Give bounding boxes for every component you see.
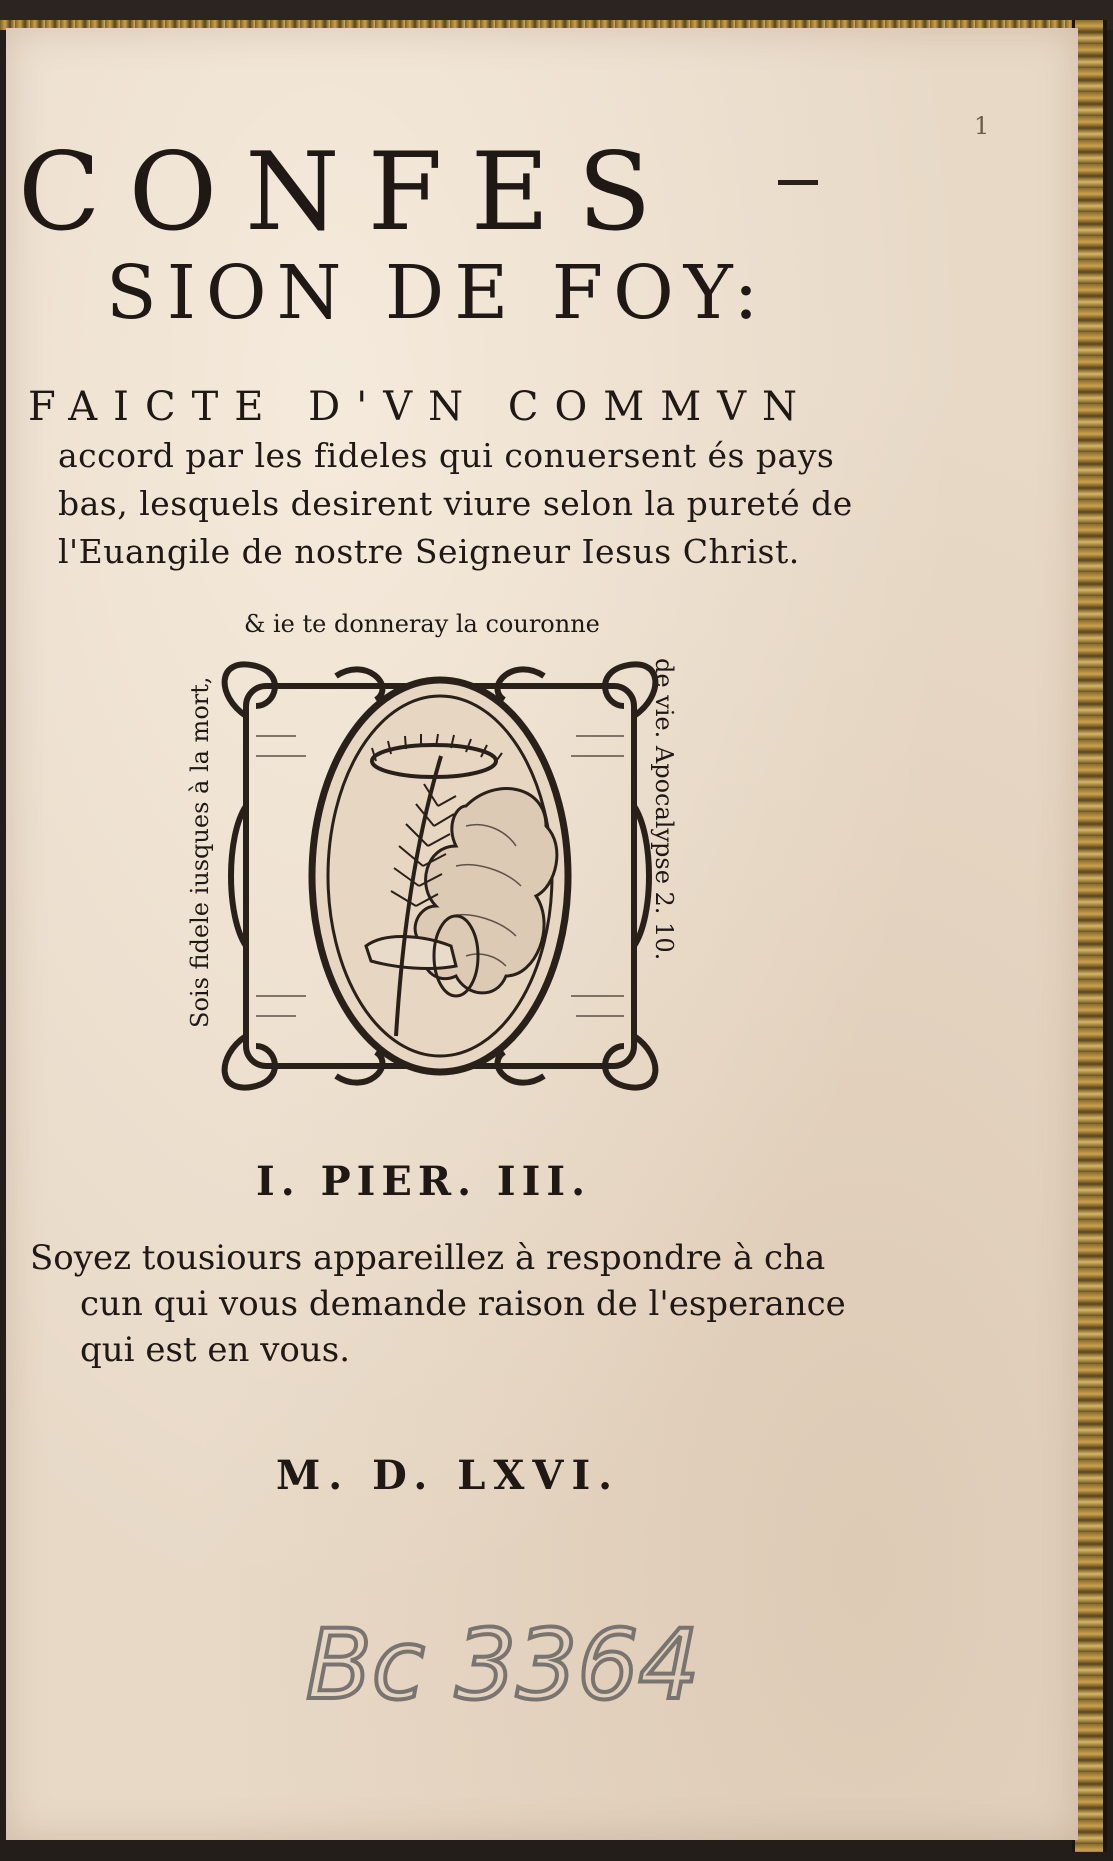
device-motto-right: de vie. Apocalypse 2. 10. [650, 658, 678, 961]
subtitle: FAICTE D'VN COMMVN [28, 384, 814, 430]
quote-line-1: Soyez tousiours appareillez à respondre à cha [30, 1238, 826, 1278]
oval-emblem-hand-palm-crown-icon [216, 656, 664, 1096]
body-line-3: l'Euangile de nostre Seigneur Iesus Christ. [58, 532, 800, 571]
title-page [6, 28, 1078, 1840]
body-line-1: accord par les fideles qui conuersent és pays [58, 436, 835, 475]
scripture-reference: I. PIER. III. [256, 1158, 591, 1205]
imprint-date: M. D. LXVI. [276, 1452, 621, 1499]
title-line-1: CONFES [18, 130, 680, 255]
device-motto-left: Sois fidele iusques à la mort, [186, 676, 214, 1028]
quote-line-3: qui est en vous. [80, 1330, 351, 1370]
title-line-2: SION DE FOY: [106, 250, 769, 336]
pencil-page-mark: 1 [974, 112, 990, 140]
body-line-2: bas, lesquels desirent viure selon la pureté de [58, 484, 853, 523]
title-hyphen [778, 180, 818, 185]
pencil-shelfmark [296, 1598, 766, 1728]
shelfmark-text: Bc 3364 [306, 1609, 700, 1721]
device-motto-top: & ie te donneray la couronne [244, 610, 600, 638]
quote-line-2: cun qui vous demande raison de l'esperance [80, 1284, 846, 1324]
